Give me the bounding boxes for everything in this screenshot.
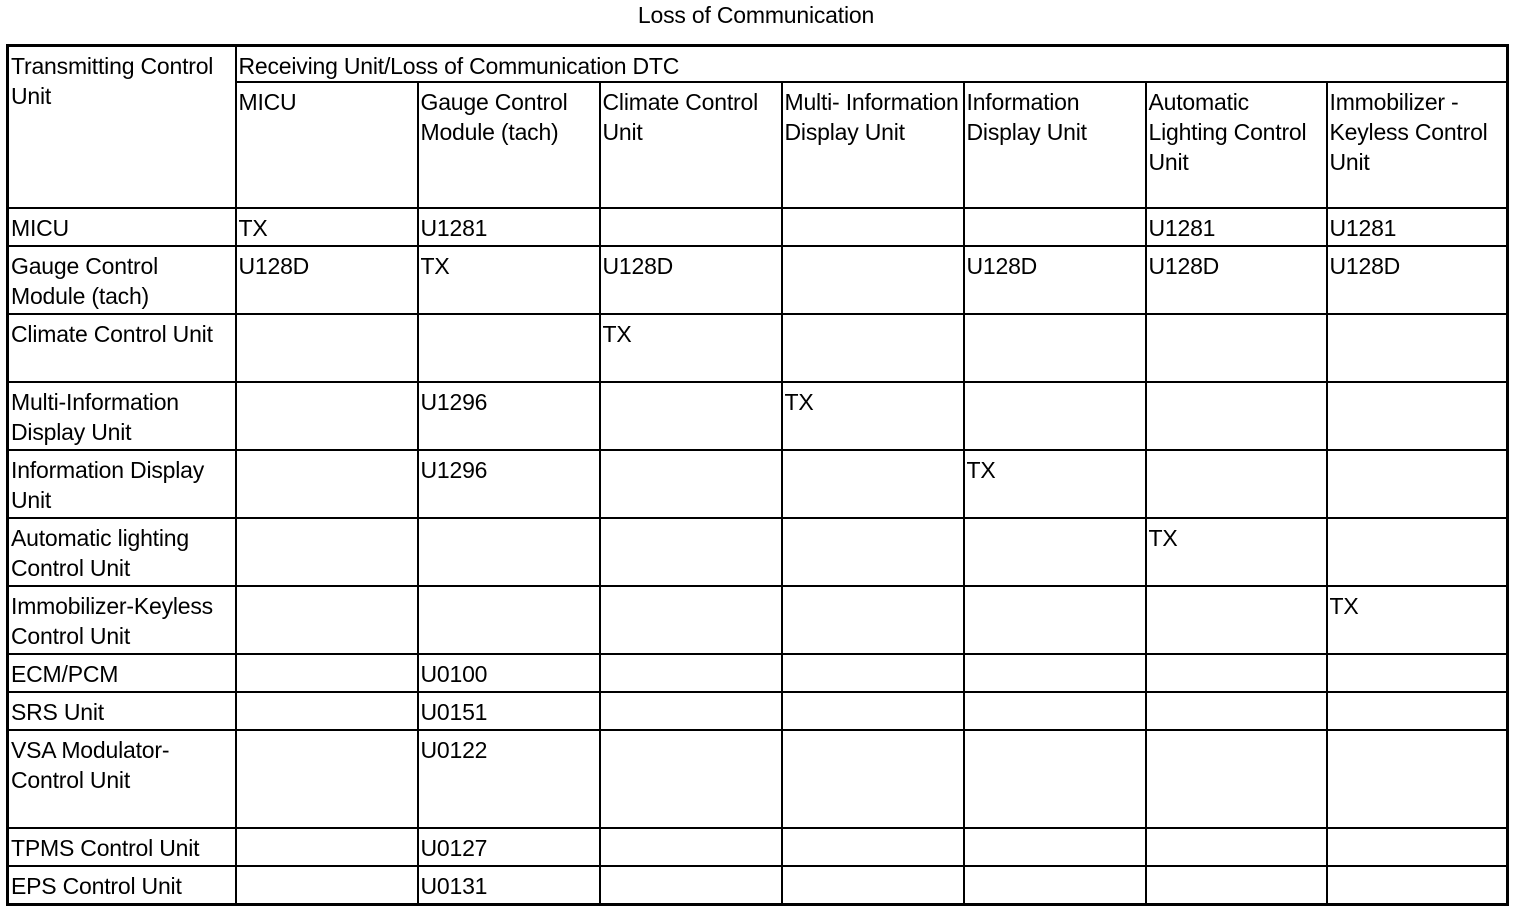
dtc-cell-gauge-control-module: U1281 — [418, 208, 600, 246]
row-header-transmitting-unit: Multi-Information Display Unit — [8, 382, 236, 450]
dtc-cell-immobilizer-keyless-control-unit — [1327, 692, 1508, 730]
row-header-transmitting-unit: Climate Control Unit — [8, 314, 236, 382]
dtc-cell-immobilizer-keyless-control-unit: U128D — [1327, 246, 1508, 314]
dtc-cell-climate-control-unit: U128D — [600, 246, 782, 314]
table-row — [8, 654, 1508, 692]
dtc-cell-information-display-unit — [964, 866, 1146, 905]
dtc-cell-climate-control-unit: TX — [600, 314, 782, 382]
dtc-cell-multi-information-display-unit — [782, 866, 964, 905]
table-row — [8, 730, 1508, 828]
dtc-cell-automatic-lighting-control-unit — [1146, 314, 1327, 382]
table-row — [8, 518, 1508, 586]
dtc-cell-automatic-lighting-control-unit — [1146, 692, 1327, 730]
dtc-cell-information-display-unit — [964, 586, 1146, 654]
dtc-cell-immobilizer-keyless-control-unit — [1327, 518, 1508, 586]
dtc-cell-multi-information-display-unit — [782, 586, 964, 654]
table-row — [8, 586, 1508, 654]
column-header-gauge-control-module: Gauge Control Module (tach) — [418, 82, 600, 208]
dtc-cell-information-display-unit — [964, 654, 1146, 692]
dtc-cell-gauge-control-module: U0151 — [418, 692, 600, 730]
dtc-cell-information-display-unit: U128D — [964, 246, 1146, 314]
dtc-cell-multi-information-display-unit — [782, 692, 964, 730]
row-header-transmitting-unit: MICU — [8, 208, 236, 246]
dtc-cell-gauge-control-module: U0100 — [418, 654, 600, 692]
dtc-cell-automatic-lighting-control-unit — [1146, 450, 1327, 518]
dtc-cell-micu — [236, 314, 418, 382]
dtc-cell-multi-information-display-unit — [782, 246, 964, 314]
table-row — [8, 828, 1508, 866]
dtc-cell-gauge-control-module: TX — [418, 246, 600, 314]
row-header-transmitting-unit: Automatic lighting Control Unit — [8, 518, 236, 586]
dtc-cell-micu: TX — [236, 208, 418, 246]
table-row — [8, 866, 1508, 905]
dtc-cell-information-display-unit — [964, 208, 1146, 246]
row-header-transmitting-unit: EPS Control Unit — [8, 866, 236, 905]
row-header-transmitting-unit: Gauge Control Module (tach) — [8, 246, 236, 314]
dtc-cell-gauge-control-module: U0122 — [418, 730, 600, 828]
dtc-cell-information-display-unit — [964, 314, 1146, 382]
loss-of-communication-table — [6, 44, 1509, 906]
dtc-cell-gauge-control-module: U0131 — [418, 866, 600, 905]
dtc-cell-automatic-lighting-control-unit — [1146, 730, 1327, 828]
dtc-cell-multi-information-display-unit — [782, 518, 964, 586]
dtc-cell-information-display-unit — [964, 828, 1146, 866]
row-header-transmitting-unit: Immobilizer-Keyless Control Unit — [8, 586, 236, 654]
dtc-cell-gauge-control-module — [418, 586, 600, 654]
dtc-cell-multi-information-display-unit — [782, 208, 964, 246]
dtc-cell-climate-control-unit — [600, 382, 782, 450]
table-row — [8, 208, 1508, 246]
dtc-cell-immobilizer-keyless-control-unit — [1327, 382, 1508, 450]
dtc-cell-automatic-lighting-control-unit — [1146, 586, 1327, 654]
dtc-cell-gauge-control-module: U1296 — [418, 382, 600, 450]
dtc-cell-gauge-control-module — [418, 518, 600, 586]
dtc-cell-multi-information-display-unit — [782, 828, 964, 866]
dtc-cell-micu — [236, 382, 418, 450]
row-header-transmitting-unit: ECM/PCM — [8, 654, 236, 692]
dtc-cell-automatic-lighting-control-unit: U128D — [1146, 246, 1327, 314]
dtc-cell-immobilizer-keyless-control-unit — [1327, 314, 1508, 382]
dtc-cell-automatic-lighting-control-unit — [1146, 654, 1327, 692]
dtc-cell-immobilizer-keyless-control-unit — [1327, 450, 1508, 518]
row-header-transmitting-unit: Information Display Unit — [8, 450, 236, 518]
dtc-cell-climate-control-unit — [600, 586, 782, 654]
dtc-cell-micu — [236, 866, 418, 905]
dtc-cell-multi-information-display-unit — [782, 314, 964, 382]
dtc-cell-climate-control-unit — [600, 450, 782, 518]
column-header-automatic-lighting-control-unit: Automatic Lighting Control Unit — [1146, 82, 1327, 208]
dtc-cell-micu — [236, 450, 418, 518]
receiving-unit-group-header: Receiving Unit/Loss of Communication DTC — [236, 46, 1508, 83]
dtc-cell-gauge-control-module: U1296 — [418, 450, 600, 518]
table-row — [8, 314, 1508, 382]
document-title: Loss of Communication — [637, 2, 875, 28]
dtc-cell-immobilizer-keyless-control-unit — [1327, 654, 1508, 692]
dtc-cell-climate-control-unit — [600, 654, 782, 692]
dtc-cell-multi-information-display-unit — [782, 450, 964, 518]
dtc-cell-multi-information-display-unit — [782, 654, 964, 692]
dtc-cell-micu — [236, 586, 418, 654]
transmitting-unit-header: Transmitting Control Unit — [8, 46, 236, 209]
dtc-cell-automatic-lighting-control-unit — [1146, 382, 1327, 450]
column-header-micu: MICU — [236, 82, 418, 208]
dtc-cell-micu: U128D — [236, 246, 418, 314]
dtc-cell-immobilizer-keyless-control-unit: U1281 — [1327, 208, 1508, 246]
dtc-cell-immobilizer-keyless-control-unit — [1327, 828, 1508, 866]
dtc-cell-information-display-unit: TX — [964, 450, 1146, 518]
dtc-cell-micu — [236, 518, 418, 586]
dtc-cell-information-display-unit — [964, 730, 1146, 828]
table-body — [8, 208, 1508, 905]
dtc-cell-micu — [236, 654, 418, 692]
dtc-cell-immobilizer-keyless-control-unit — [1327, 730, 1508, 828]
dtc-cell-immobilizer-keyless-control-unit: TX — [1327, 586, 1508, 654]
row-header-transmitting-unit: SRS Unit — [8, 692, 236, 730]
header-row-group — [8, 46, 1508, 83]
dtc-cell-climate-control-unit — [600, 866, 782, 905]
column-header-immobilizer-keyless-control-unit: Immobilizer -Keyless Control Unit — [1327, 82, 1508, 208]
dtc-cell-multi-information-display-unit: TX — [782, 382, 964, 450]
table-row — [8, 692, 1508, 730]
row-header-transmitting-unit: TPMS Control Unit — [8, 828, 236, 866]
dtc-cell-automatic-lighting-control-unit — [1146, 866, 1327, 905]
dtc-cell-climate-control-unit — [600, 692, 782, 730]
dtc-cell-micu — [236, 730, 418, 828]
column-header-multi-information-display-unit: Multi- Information Display Unit — [782, 82, 964, 208]
row-header-transmitting-unit: VSA Modulator-Control Unit — [8, 730, 236, 828]
dtc-cell-climate-control-unit — [600, 208, 782, 246]
dtc-cell-automatic-lighting-control-unit: TX — [1146, 518, 1327, 586]
dtc-cell-automatic-lighting-control-unit: U1281 — [1146, 208, 1327, 246]
table-row — [8, 382, 1508, 450]
dtc-cell-immobilizer-keyless-control-unit — [1327, 866, 1508, 905]
dtc-cell-information-display-unit — [964, 518, 1146, 586]
dtc-cell-micu — [236, 692, 418, 730]
dtc-cell-multi-information-display-unit — [782, 730, 964, 828]
dtc-cell-gauge-control-module — [418, 314, 600, 382]
dtc-cell-climate-control-unit — [600, 518, 782, 586]
dtc-cell-climate-control-unit — [600, 730, 782, 828]
table-row — [8, 246, 1508, 314]
dtc-cell-climate-control-unit — [600, 828, 782, 866]
dtc-cell-automatic-lighting-control-unit — [1146, 828, 1327, 866]
dtc-cell-micu — [236, 828, 418, 866]
dtc-cell-gauge-control-module: U0127 — [418, 828, 600, 866]
column-header-information-display-unit: Information Display Unit — [964, 82, 1146, 208]
table-row — [8, 450, 1508, 518]
column-header-climate-control-unit: Climate Control Unit — [600, 82, 782, 208]
dtc-cell-information-display-unit — [964, 382, 1146, 450]
dtc-cell-information-display-unit — [964, 692, 1146, 730]
